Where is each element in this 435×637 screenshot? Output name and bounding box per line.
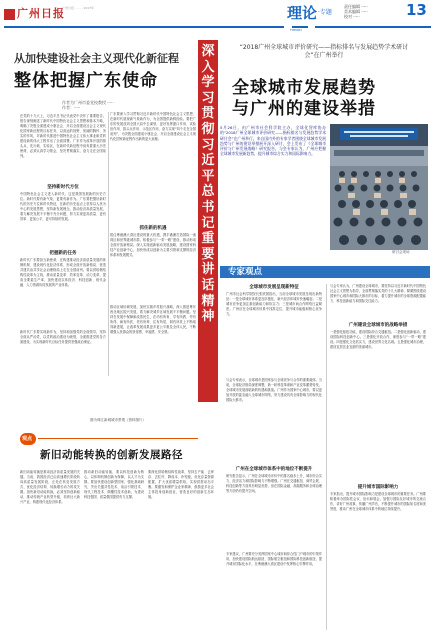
bottom-article-title: 新旧动能转换的创新发展路径 <box>40 449 183 461</box>
section-name: 理论 <box>287 4 318 22</box>
column-divider <box>326 284 327 630</box>
left-article-subhead: 把握新的任务 <box>49 251 77 256</box>
bottom-article-rule <box>38 438 198 439</box>
header-editors <box>344 4 368 19</box>
bottom-article-paragraph: 推动新旧动能转换，要以科技创新为核心，以体制机制创新为保障，以人才为支撑。要加快建设创新型国家，强化基础研究，突出关键共性技术、前沿引领技术、现代工程技术、颠覆性技术创新，为建设科技强国、质量强国提供有力支撑。 <box>84 470 144 499</box>
left-article-paragraph: 中国特色社会主义进入新时代，这是我国发展新的历史方位。新时代要有新气象，更要有新作为。广东要把握好新时代的历史方位和时代特征，在新的历史起点上坚持以人民为中心的发展思想，坚持新发展理念，推动经济高质量发展，着力解决发展不平衡不充分问题，努力实现更高质量、更有效率、更加公平、更可持续的发展。 <box>20 192 106 221</box>
right-article-paragraph: 研究报告显示，广州在全球城市评价中的排名稳步上升，城市综合实力、经济活力和国际影响力不断增强。广州在交通枢纽、商贸会展、科技创新等方面具有明显优势，但在国际金融、高端服务和全球治理等方面仍有提升空间。 <box>226 474 322 493</box>
right-article-paragraph: 专家指出，提升城市国际影响力是建设全球城市的重要任务。广州要积极举办国际性会议、论坛和展会，加强与国际友好城市的交流合作，讲好广州故事，传播广州声音，不断提升城市的国际知名度和美誉度，推动广州在全球城市体系中的地位持续提升。 <box>330 492 426 511</box>
viewpoint-badge-label: 观点 <box>22 436 33 442</box>
page-header <box>0 0 435 36</box>
section-tag: THEORY <box>290 28 303 32</box>
left-article-paragraph: 推动区域协调发展，加快实施乡村振兴战略，深入推进粤东西北地区振兴发展，着力解决城乡区域发展不平衡问题。坚持在发展中保障和改善民生，在幼有所育、学有所教、劳有所得、病有所医、老有所养、住有所居、弱有所扶上不断取得新进展，让改革发展成果更多更公平惠及全体人民，不断增强人民群众的获得感、幸福感、安全感。 <box>110 305 196 334</box>
right-article-paragraph: 专家建议，广州要充分发挥国家中心城市和综合性门户城市的引领作用，加快建设国际航运枢纽、国际航空枢纽和国际科技创新枢纽，提升城市国际化水平，在粤港澳大湾区建设中发挥核心引擎作用。 <box>226 552 322 566</box>
right-article-paragraph: 与会专家表示，全球城市是国家参与全球竞争与合作的重要载体。当前，全球经济格局深度调整，新一轮科技革命和产业变革蓄势待发，全球城市发展面临新的机遇和挑战。广州作为国家中心城市，要以更加开放的姿态融入全球城市网络，努力建设具有全球影响力的现代化国际大都市。 <box>226 378 322 402</box>
bottom-article-paragraph: 新旧动能转换是推动经济高质量发展的关键。当前，我国经济已由高速增长阶段转向高质量发展阶段，正处在转变发展方式、优化经济结构、转换增长动力的攻关期。加快新旧动能转换，必须坚持创新驱动，推动传统产业转型升级，培育壮大新兴产业，构建现代化经济体系。 <box>20 470 80 504</box>
left-article-paragraph: 广东要深入学习贯彻习近平新时代中国特色社会主义思想，在新时代展现新气象新作为，为全国提供新鲜经验。要把广东的发展放到全国大局中去谋划，更好发挥窗口作用、试验田作用、排头兵作用、示范区作用，奋力实现“四个走在全国前列”，为决胜全面建成小康社会、开启全面建设社会主义现代化国家新征程作出新的更大贡献。 <box>110 112 196 141</box>
left-article-caption: 图为珠江新城城市景观（资料图片） <box>90 418 146 422</box>
column-divider <box>108 112 109 376</box>
editor-line: 美术编辑 ····· <box>344 9 368 14</box>
logo-mark-icon <box>4 9 15 20</box>
right-article-paragraph: 广州市社会科学院院长张跃国指出，当前全球城市发展呈现出新特征：一是全球城市体系更加多极化，新兴经济体城市快速崛起；二是城市竞争更加注重创新能力和软实力；三是城市间合作网络日益紧密。广州应在全球城市体系中找准定位，提升城市能级和核心竞争力。 <box>226 292 322 316</box>
left-article-subhead: 抓住新的机遇 <box>139 226 167 231</box>
header-rule <box>4 26 284 28</box>
conference-photo-image <box>330 124 428 250</box>
left-article-paragraph: 新时代广东要实现新作为，坚持和加强党的全面领导，坚持全面从严治党，以党的政治建设为统领，全面推进党的各方面建设，为实现新时代目标任务提供坚强政治保证。 <box>20 330 106 344</box>
vertical-banner-text: 深入学习贯彻习近平总书记重要讲话精神 <box>201 44 215 325</box>
right-article-subhead: 广州建设全球城市的战略举措 <box>348 323 408 328</box>
editor-line: 责任编辑 ····· <box>344 4 368 9</box>
right-article-title: 全球城市发展趋势 <box>232 78 376 98</box>
left-article-subhead: 坚持新时代方位 <box>47 185 79 190</box>
expert-section-label: 专家观点 <box>228 267 263 277</box>
left-article-title: 整体把握广东使命 <box>14 71 158 91</box>
header-rule <box>315 26 431 28</box>
left-article-kicker: 从加快建设社会主义现代化新征程 <box>14 52 179 65</box>
section-subname: ·专题 <box>318 9 332 16</box>
left-article-byline <box>62 100 114 110</box>
left-article-paragraph: 新时代广东要担当新使命，在构建推动经济高质量发展的体制机制、建设现代化经济体系、形成全面开放新格局、营造共建共治共享社会治理格局上走在全国前列。要以供给侧结构性改革为主线，推动质量变革、效率变革、动力变革，提高全要素生产率，加快建设实体经济、科技创新、现代金融、人力资源协同发展的产业体系。 <box>20 258 106 287</box>
conference-photo <box>330 124 428 250</box>
byline-line: 作者：····· <box>62 105 81 110</box>
byline-line: 作者为广州市委党校教授 ····· <box>62 100 114 105</box>
page-number: 13 <box>406 1 427 19</box>
photo-caption: 研讨会现场 <box>392 250 410 254</box>
right-article-title: 与广州的建设举措 <box>232 99 376 119</box>
right-article-subhead: 广州在全球城市体系中的地位不断提升 <box>235 467 313 472</box>
right-article-kicker: “2018广州全球城市评价研究——指标排名与发展趋势学术研讨会”在广州举行 <box>239 44 409 59</box>
header-meta: 广州日报 ········ 2017年 <box>62 6 95 10</box>
left-article-paragraph: 抓住粤港澳大湾区建设的重大机遇，携手港澳打造国际一流湾区和世界级城市群。积极参与“一带一路”建设，推动形成全面开放新格局。深入实施创新驱动发展战略，建设国家科技产业创新中心，加快形成以创新为主要引领和支撑的经济体系和发展模式。 <box>110 233 196 257</box>
bottom-article-paragraph: 要深化供给侧结构性改革，坚持去产能、去库存、去杠杆、降成本、补短板，优化存量资源配置，扩大优质增量供给，实现供需动态平衡。要激发和保护企业家精神，鼓励更多社会主体投身创新创业，营造良好的创新生态环境。 <box>148 470 214 499</box>
right-article-subhead: 提升城市国际影响力 <box>357 485 399 490</box>
right-article-paragraph: 与会专家认为，广州建设全球城市，要坚持以习近平新时代中国特色社会主义思想为指导，全面贯彻落实党的十九大精神，紧紧围绕建设国家中心城市和国际大都市的目标，着力提升城市的全球资源配置能力、科技创新能力和国际交往能力。 <box>330 284 426 303</box>
right-article-paragraph: 一是强化枢纽功能，建设国际综合交通枢纽。二是强化创新驱动，建设国际科技创新中心。三是强化开放合作，深度参与“一带一路”建设。四是强化文化软实力，建设世界文化名城。五是强化城市治理，建设宜居宜业宜游的美丽城市。 <box>330 330 426 349</box>
newspaper-logo: 广州日报 <box>17 7 65 20</box>
right-article-lead: 5月26日，由广州市社会科学院主办，全球化智库协办的“2018广州全球城市评价研究——指标排名与发展趋势学术研讨会”在广州举行。来自国内外的专家学者围绕全球城市发展趋势与广州的建设举措展开深入研讨，会上发布了《全球城市评价与广州发展战略》研究报告。与会专家认为，广州应把握全球城市发展新趋势，提升城市综合实力和国际影响力。 <box>220 125 326 157</box>
left-article-paragraph: 在党的十九大上，习近平总书记代表党中央作了重要报告。报告深刻阐述了新时代中国特色社会主义思想和基本方略，明确了决胜全面建成小康社会、开启全面建设社会主义现代化国家新征程的目标任务，以高远的视野、宽阔的胸怀、务实的作风，对新时代推进中国特色社会主义伟大事业和党的建设新的伟大工程作出了全面部署。广东作为改革开放的排头兵、先行地、实验区，在新时代新征程中肩负着重大历史使命，必须认真学习领会，坚决贯彻落实，奋力走在全国前列。 <box>20 114 106 158</box>
editor-line: 校对 ····· <box>344 14 360 19</box>
right-article-subhead: 全球城市发展呈现新特征 <box>249 285 299 290</box>
